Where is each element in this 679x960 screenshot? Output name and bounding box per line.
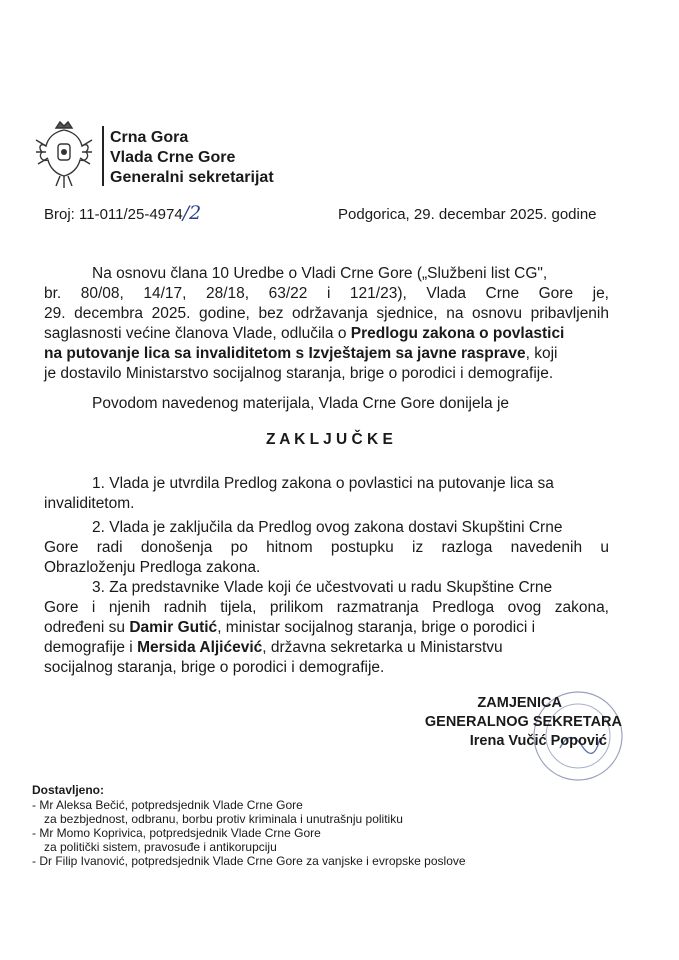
signature-title-2: GENERALNOG SEKRETARA <box>424 714 622 730</box>
conclusion-2-line-1: 2. Vlada je zaključila da Predlog ovog zakona dostavi Skupštini Crne <box>92 519 563 536</box>
reference-number: Broj: 11-011/25-4974/2 <box>44 202 202 224</box>
distribution-item: - Dr Filip Ivanović, potpredsjednik Vlade Crne Gore za vanjske i evropske poslove <box>32 854 466 868</box>
header-divider <box>102 126 104 186</box>
distribution-item: za bezbjednost, odbranu, borbu protiv kriminala i unutrašnju politiku <box>44 812 403 826</box>
coat-of-arms-icon <box>34 118 94 190</box>
conclusion-2-line-2: Gore radi donošenja po hitnom postupku iz razloga navedenih u <box>44 539 609 556</box>
body-line-6: je dostavilo Ministarstvo socijalnog staranja, brige o porodici i demografije. <box>44 365 554 382</box>
header-government: Vlada Crne Gore <box>110 149 236 166</box>
handwritten-number: /2 <box>182 202 202 224</box>
body-line-1: Na osnovu člana 10 Uredbe o Vladi Crne Gore („Službeni list CG", <box>92 265 548 282</box>
body-line-5: na putovanje lica sa invaliditetom s Izvještajem sa javne rasprave, koji <box>44 345 558 362</box>
distribution-item: za politički sistem, pravosuđe i antikorupciju <box>44 840 277 854</box>
conclusion-1-line-1: 1. Vlada je utvrdila Predlog zakona o povlastici na putovanje lica sa <box>92 475 554 492</box>
body-line-2: br. 80/08, 14/17, 28/18, 63/22 i 121/23), Vlada Crne Gore je, <box>44 285 609 302</box>
signature-name: Irena Vučić Popović <box>469 733 607 749</box>
body-line-4: saglasnosti većine članova Vlade, odlučila o Predlogu zakona o povlastici <box>44 325 565 342</box>
conclusion-3-line-5: socijalnog staranja, brige o porodici i demografije. <box>44 659 385 676</box>
distribution-label: Dostavljeno: <box>32 783 105 797</box>
conclusion-3-line-2: Gore i njenih radnih tijela, prilikom razmatranja Predloga ovog zakona, <box>44 599 609 616</box>
conclusion-3-line-3: određeni su Damir Gutić, ministar socijalnog staranja, brige o porodici i <box>44 619 536 636</box>
conclusion-3-line-4: demografije i Mersida Aljićević, državna sekretarka u Ministarstvu <box>44 639 503 656</box>
distribution-item: - Mr Momo Koprivica, potpredsjednik Vlade Crne Gore <box>32 826 321 840</box>
conclusions-heading: Z A K L J U Č K E <box>266 431 393 448</box>
conclusion-1-line-2: invaliditetom. <box>44 495 135 512</box>
body-line-7: Povodom navedenog materijala, Vlada Crne Gore donijela je <box>92 395 510 412</box>
header-secretariat: Generalni sekretarijat <box>110 169 274 186</box>
conclusion-3-line-1: 3. Za predstavnike Vlade koji će učestvovati u radu Skupštine Crne <box>92 579 553 596</box>
body-line-3: 29. decembra 2025. godine, bez održavanja sjednice, na osnovu pribavljenih <box>44 305 609 322</box>
header-country: Crna Gora <box>110 129 189 146</box>
conclusion-2-line-3: Obrazloženju Predloga zakona. <box>44 559 261 576</box>
distribution-item: - Mr Aleksa Bečić, potpredsjednik Vlade Crne Gore <box>32 798 303 812</box>
signature-title-1: ZAMJENICA <box>477 695 562 711</box>
place-date: Podgorica, 29. decembar 2025. godine <box>338 206 597 223</box>
